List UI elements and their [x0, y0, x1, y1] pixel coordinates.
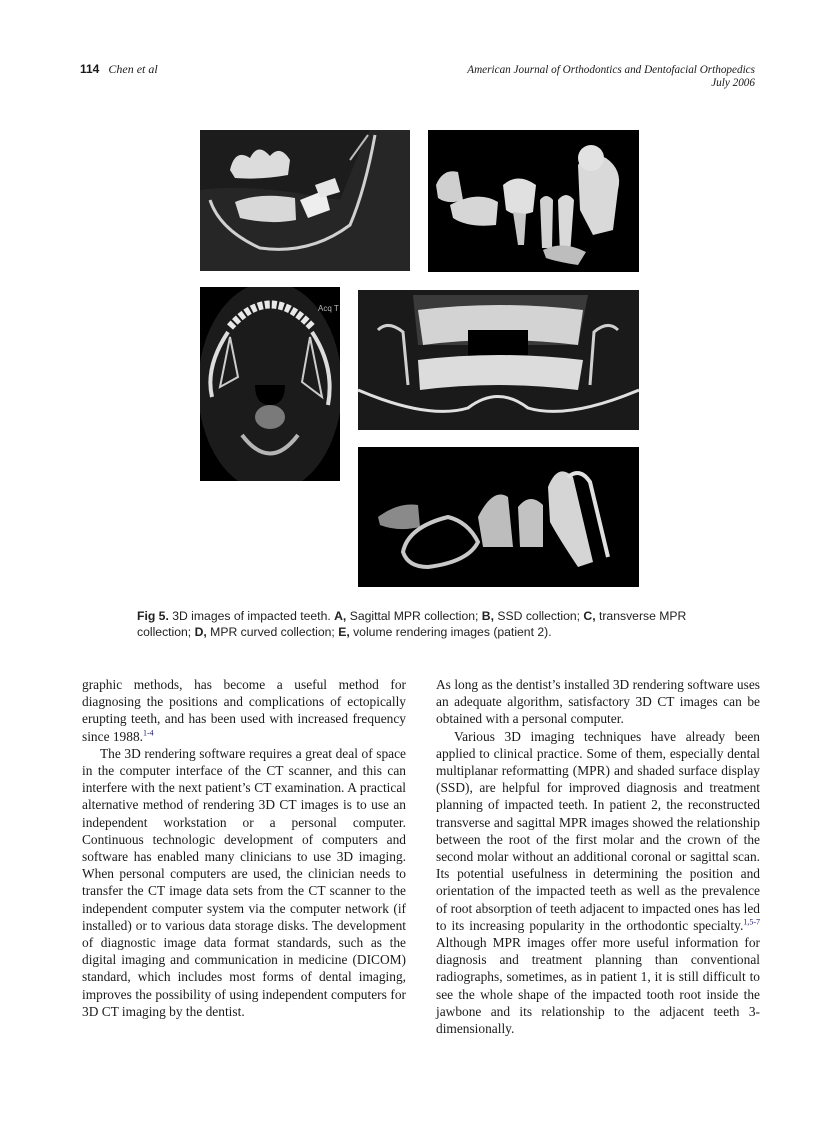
figure-caption: Fig 5. 3D images of impacted teeth. A, Sagittal MPR collection; B, SSD collection; C, transverse MPR collection; D, MPR curved collection; E, volume rendering images (patient 2).	[137, 609, 687, 639]
paragraph: Various 3D imaging techniques have already been applied to clinical practice. Some of them, especially dental multiplanar reformatting (MPR) and shaded surface display (SSD), are helpful for improved diagnosis and treatment planning of impacted teeth. In patient 2, the reconstructed transverse and sagittal MPR images showed the relationship between the root of the first molar and the crown of the second molar without an additional coronal or sagittal scan. Its potential usefulness in determining the position and orientation of the impacted teeth as well as the prevalence of root absorption of teeth adjacent to impacted ones has led to its increasing popularity in the orthodontic specialty.$^{1,5-7}$ Although MPR images offer more useful information for diagnosis and treatment planning than conventional radiographs, sometimes, as in patient 1, it is still difficult to see the whole shape of the impacted tooth root inside the jawbone and its relationship to the adjacent teeth 3-dimensionally.	[436, 728, 760, 1037]
running-header-right	[467, 64, 755, 90]
paragraph: graphic methods, has become a useful method for diagnosing the positions and complications of ectopically erupting teeth, and has been used with increased frequency since 1988.$^{1-4}$	[82, 677, 406, 744]
figure-panel-b	[428, 130, 639, 272]
figure-panel-a	[200, 130, 410, 271]
sagittal-ct-image	[200, 130, 410, 271]
volume-rendering-image	[358, 447, 639, 587]
curved-mpr-panoramic-image	[358, 290, 639, 430]
citation-link[interactable]: 1,5-7	[743, 917, 760, 927]
figure-panel-e	[358, 447, 639, 587]
journal-title: American Journal of Orthodontics and Dentofacial Orthopedics	[467, 64, 755, 76]
running-header-left	[80, 62, 158, 77]
body-column-left	[82, 676, 406, 1020]
transverse-ct-image	[200, 287, 340, 481]
figure-panel-c	[200, 287, 340, 481]
issue-date: July 2006	[711, 77, 755, 89]
paragraph: As long as the dentist’s installed 3D rendering software uses an adequate algorithm, satisfactory 3D CT images can be obtained with a personal computer.	[436, 677, 760, 727]
acq-overlay-label: Acq T	[318, 304, 339, 313]
running-authors: Chen et al	[108, 62, 158, 76]
citation-link[interactable]: 1-4	[143, 728, 154, 738]
paragraph: The 3D rendering software requires a great deal of space in the computer interface of the CT scanner, and this can interfere with the next patient’s CT examination. A practical alternative method of rendering 3D CT images is to use an independent workstation or a personal computer. Continuous technologic development of computers and software has enabled many clinicians to use 3D imaging. When personal computers are used, the clinician needs to transfer the CT image data sets from the CT scanner to the independent computer system via the computer network (if installed) or to various data storage disks. The development of diagnostic image data format standards, such as the digital imaging and communication in medicine (DICOM) standard, which includes most forms of dental imaging, improves the possibility of using independent computers for 3D CT imaging by the dentist.	[82, 745, 406, 1019]
page-number: 114	[80, 62, 100, 76]
body-column-right	[436, 676, 760, 1037]
figure-panel-d	[358, 290, 639, 430]
caption-label: Fig 5.	[137, 609, 169, 623]
ssd-3d-teeth-image	[428, 130, 639, 272]
